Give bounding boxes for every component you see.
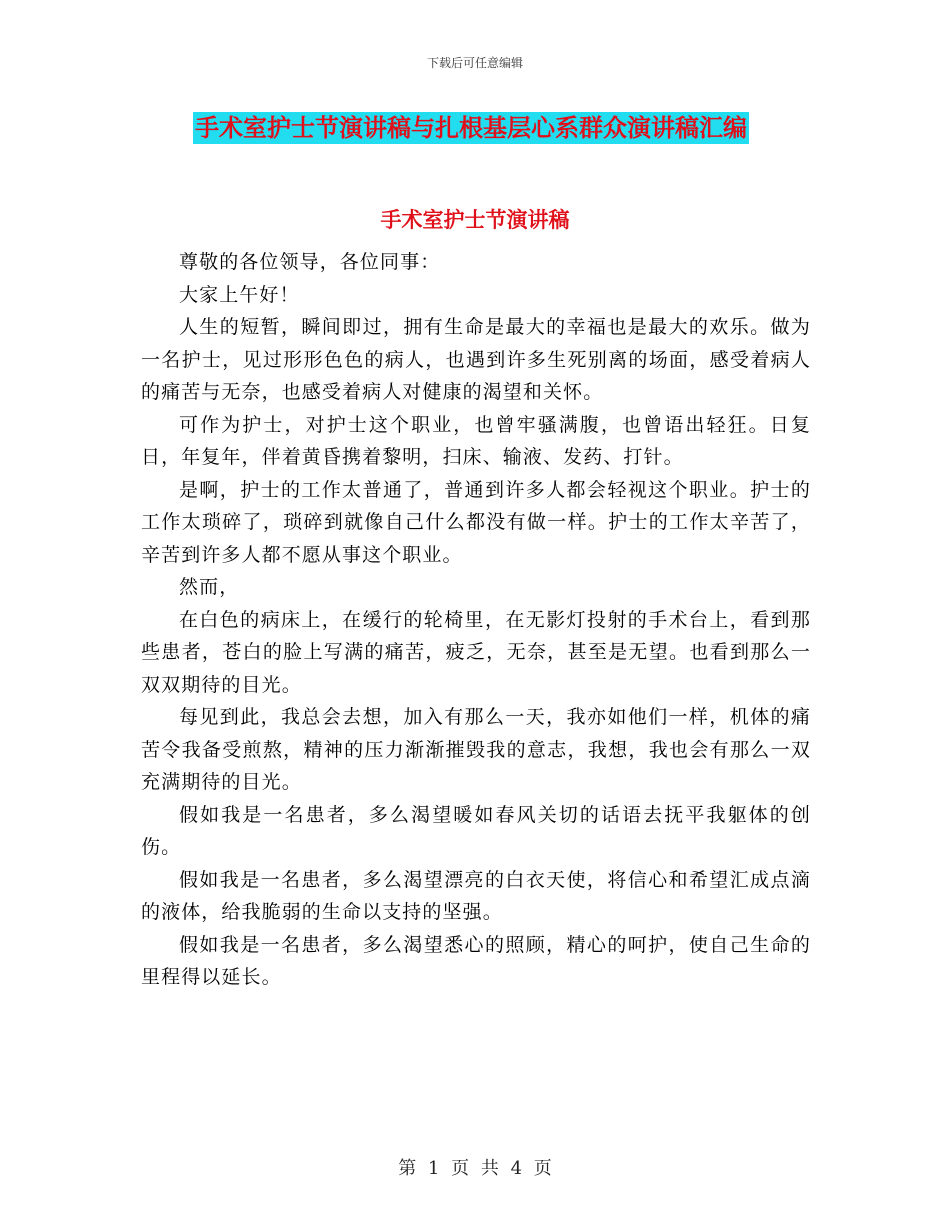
paragraph: 假如我是一名患者，多么渴望漂亮的白衣天使，将信心和希望汇成点滴的液体，给我脆弱的生命以支持的坚强。: [141, 868, 811, 923]
paragraph: 每见到此，我总会去想，加入有那么一天，我亦如他们一样，机体的痛苦令我备受煎熬，精神的压力渐渐摧毁我的意志，我想，我也会有那么一双充满期待的目光。: [141, 706, 811, 793]
paragraph: 在白色的病床上，在缓行的轮椅里，在无影灯投射的手术台上，看到那些患者，苍白的脸上写满的痛苦，疲乏，无奈，甚至是无望。也看到那么一双双期待的目光。: [141, 608, 811, 696]
header-note: 下载后可任意编辑: [426, 56, 523, 70]
paragraph: 大家上午好！: [179, 283, 300, 306]
paragraph: 然而，: [179, 576, 240, 598]
paragraph: 假如我是一名患者，多么渴望悉心的照顾，精心的呵护，使自己生命的里程得以延长。: [141, 933, 811, 988]
paragraph: 假如我是一名患者，多么渴望暖如春风关切的话语去抚平我躯体的创伤。: [141, 803, 811, 858]
paragraph: 尊敬的各位领导，各位同事：: [179, 251, 441, 273]
page-number: 第 1 页 共 4 页: [398, 1158, 552, 1179]
document-title: 手术室护士节演讲稿与扎根基层心系群众演讲稿汇编: [195, 113, 747, 142]
paragraph: 可作为护士，对护士这个职业，也曾牢骚满腹，也曾语出轻狂。日复日，年复年，伴着黄昏携着黎明，扫床、输液、发药、打针。: [141, 413, 811, 468]
paragraph: 人生的短暂，瞬间即过，拥有生命是最大的幸福也是最大的欢乐。做为一名护士，见过形形色色的病人，也遇到许多生死别离的场面，感受着病人的痛苦与无奈，也感受着病人对健康的渴望和关怀。: [141, 316, 811, 403]
body-text: [141, 246, 811, 994]
paragraph: 是啊，护士的工作太普通了，普通到许多人都会轻视这个职业。护士的工作太琐碎了，琐碎到就像自己什么都没有做一样。护士的工作太辛苦了，辛苦到许多人都不愿从事这个职业。: [141, 478, 811, 566]
section-title: 手术室护士节演讲稿: [380, 207, 570, 232]
